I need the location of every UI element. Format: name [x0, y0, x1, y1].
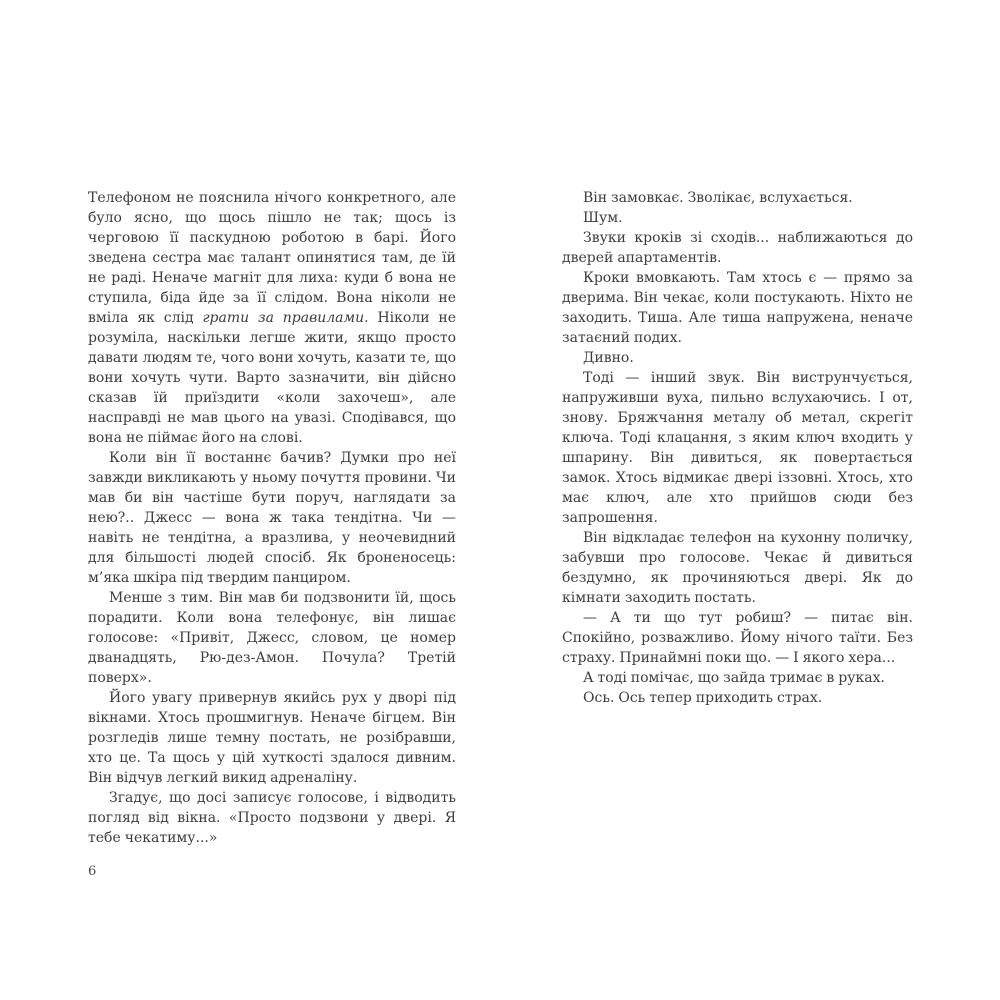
paragraph: Ось. Ось тепер приходить страх.	[583, 690, 823, 706]
paragraph: Звуки кроків зі сходів... наближаються до дверей апартаментів.	[562, 230, 913, 266]
paragraph: Дивно.	[583, 350, 634, 366]
paragraph: Менше з тим. Він мав би подзвонити їй, щось порадити. Коли вона телефонує, він лишає голосове: «Привіт, Джесс, словом, це номер дванадцять, Рю-дез-Амон. Почула? Третій поверх».	[88, 590, 456, 686]
page-number: 6	[88, 864, 97, 879]
paragraph: Він замовкає. Зволікає, вслухається.	[583, 190, 853, 206]
paragraph-italic-text: грати за правилами	[202, 310, 365, 326]
right-page	[562, 188, 913, 708]
left-page	[88, 188, 456, 880]
paragraph: Він відкладає телефон на кухонну поличку, забувши про голосове. Чекає й дивиться бездумно, як прочиняються двері. Як до кімнати заходить постать.	[562, 530, 913, 606]
paragraph: Шум.	[583, 210, 623, 226]
paragraph: — А ти що тут робиш? — питає він. Спокійно, розважливо. Йому нічого таїти. Без страху. Принаймні поки що. — І якого хера...	[562, 610, 913, 666]
paragraph: Кроки вмовкають. Там хтось є — прямо за дверима. Він чекає, коли постукають. Ніхто не заходить. Тиша. Але тиша напружена, неначе затаєний подих.	[562, 270, 913, 346]
paragraph: Згадує, що досі записує голосове, і відводить погляд від вікна. «Просто подзвони у двері. Я тебе чекатиму...»	[88, 790, 456, 846]
paragraph	[88, 188, 456, 448]
paragraph: Його увагу привернув якийсь рух у дворі під вікнами. Хтось прошмигнув. Неначе бігцем. Він розгледів лише темну постать, не розібравши, хто це. Та щось у цій хуткості здалося дивним. Він відчув легкий викид адреналіну.	[88, 690, 456, 786]
paragraph-text: Телефоном не пояснила нічого конкретного, але було ясно, що щось пішло не так; щось із черговою її паскудною роботою в барі. Його зведена сестра має талант опинятися там, де їй не раді. Неначе магніт для лиха: куди б вона не ступила, біда йде за її слідом. Вона ніколи не вміла як слід	[88, 190, 456, 326]
paragraph: Тоді — інший звук. Він виструнчується, напруживши вуха, пильно вслухаючись. І от, знову. Бряжчання металу об метал, скрегіт ключа. Тоді клацання, з яким ключ входить у шпарину. Він дивиться, як повертається замок. Хтось відмикає двері іззовні. Хтось, хто має ключ, але хто прийшов сюди без запрошення.	[562, 370, 913, 526]
paragraph-text: . Ніколи не розуміла, наскільки легше жити, якщо просто давати людям те, чого вони хочуть, казати те, що вони хочуть чути. Варто зазначити, він дійсно сказав їй приїздити «коли захочеш», але насправді не мав цього на увазі. Сподівався, що вона не піймає його на слові.	[88, 310, 456, 446]
paragraph: А тоді помічає, що зайда тримає в руках.	[583, 670, 885, 686]
paragraph: Коли він її востаннє бачив? Думки про неї завжди викликають у ньому почуття провини. Чи мав би він частіше бути поруч, наглядати за нею?.. Джесс — вона ж така тендітна. Чи — навіть не тендітна, а вразлива, у неочевидний для більшості людей спосіб. Як броненосець: м’яка шкіра під твердим панциром.	[88, 450, 456, 586]
